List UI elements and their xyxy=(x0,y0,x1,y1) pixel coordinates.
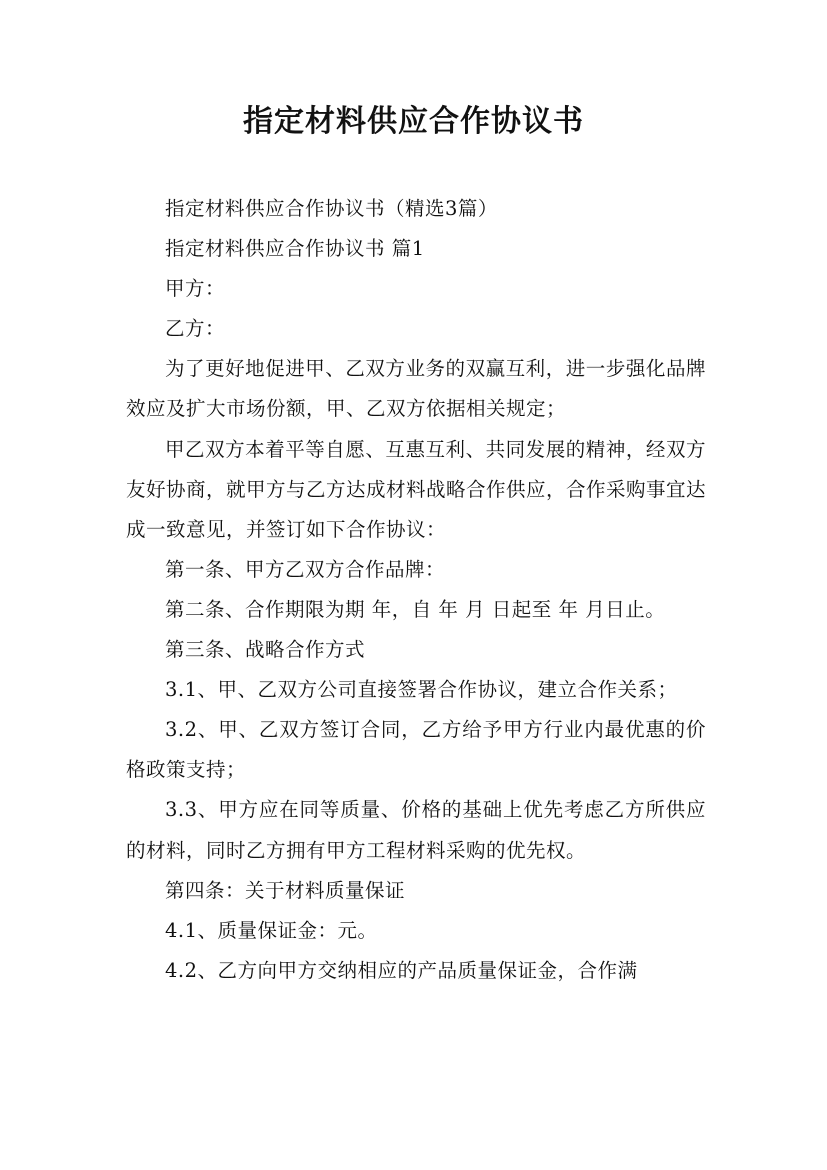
document-title: 指定材料供应合作协议书 xyxy=(243,104,584,139)
paragraph-section-heading: 指定材料供应合作协议书 篇1 xyxy=(165,237,425,261)
paragraph-article-1: 第一条、甲方乙双方合作品牌： xyxy=(165,557,446,581)
paragraph-clause-4-1: 4.1、质量保证金：元。 xyxy=(165,918,378,942)
paragraph-party-b: 乙方： xyxy=(165,317,226,341)
paragraph-purpose: 为了更好地促进甲、乙双方业务的双赢互利，进一步强化品牌效应及扩大市场份额，甲、乙双方依据相关规定； xyxy=(126,357,706,421)
paragraph-article-3: 第三条、战略合作方式 xyxy=(165,638,366,662)
paragraph-subtitle: 指定材料供应合作协议书（精选3篇） xyxy=(165,197,498,220)
paragraph-clause-3-3: 3.3、甲方应在同等质量、价格的基础上优先考虑乙方所供应的材料，同时乙方拥有甲方工程材料采购的优先权。 xyxy=(126,798,706,862)
paragraph-party-a: 甲方： xyxy=(165,277,226,301)
paragraph-article-2: 第二条、合作期限为期 年，自 年 月 日起至 年 月日止。 xyxy=(165,597,666,621)
paragraph-clause-3-1: 3.1、甲、乙双方公司直接签署合作协议，建立合作关系； xyxy=(165,678,678,702)
paragraph-principles: 甲乙双方本着平等自愿、互惠互利、共同发展的精神，经双方友好协商，就甲方与乙方达成材料战略合作供应，合作采购事宜达成一致意见，并签订如下合作协议： xyxy=(126,437,707,541)
paragraph-article-4: 第四条：关于材料质量保证 xyxy=(165,878,406,902)
paragraph-clause-3-2: 3.2、甲、乙双方签订合同，乙方给予甲方行业内最优惠的价格政策支持； xyxy=(126,718,706,782)
paragraph-clause-4-2: 4.2、乙方向甲方交纳相应的产品质量保证金，合作满 xyxy=(165,958,638,982)
document-body xyxy=(126,189,706,991)
